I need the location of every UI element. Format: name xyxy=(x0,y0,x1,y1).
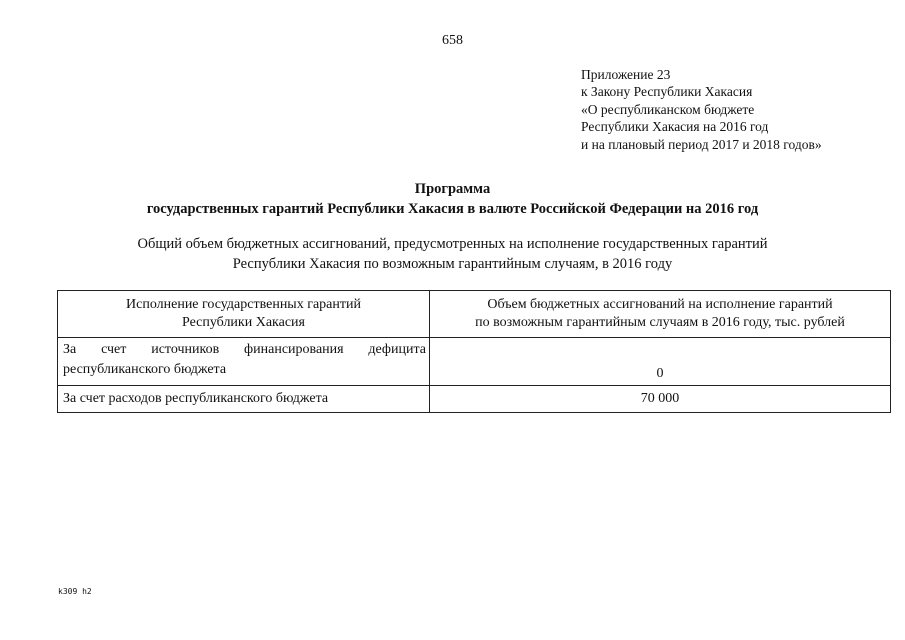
appendix-line: Республики Хакасия на 2016 год xyxy=(581,119,769,135)
row-value: 70 000 xyxy=(430,386,891,413)
appendix-line: «О республиканском бюджете xyxy=(581,101,755,117)
header-line: Республики Хакасия xyxy=(181,315,305,330)
subtitle-line: Республики Хакасия по возможным гарантийным случаям, в 2016 году xyxy=(232,256,673,272)
appendix-line: Приложение 23 xyxy=(581,67,671,82)
header-cell-execution xyxy=(58,291,430,338)
table-row xyxy=(58,386,891,413)
document-subtitle xyxy=(0,234,905,274)
row-label: За счет расходов республиканского бюджета xyxy=(58,386,430,413)
appendix-line: к Закону Республики Хакасия xyxy=(581,84,753,100)
document-title xyxy=(0,179,905,219)
title-line: Программа xyxy=(414,181,491,197)
header-line: по возможным гарантийным случаям в 2016 году, тыс. рублей xyxy=(475,315,845,330)
guarantees-table xyxy=(57,290,891,413)
page-number: 658 xyxy=(442,33,463,48)
table-header-row xyxy=(58,291,891,338)
appendix-line: и на плановый период 2017 и 2018 годов» xyxy=(581,136,822,152)
header-line: Объем бюджетных ассигнований на исполнение гарантий xyxy=(487,297,833,312)
subtitle-line: Общий объем бюджетных ассигнований, предусмотренных на исполнение государственных гарантий xyxy=(137,236,768,252)
row-value: 0 xyxy=(430,338,891,386)
header-line: Исполнение государственных гарантий xyxy=(126,297,361,312)
footer-code: k309 h2 xyxy=(58,587,92,596)
table-row xyxy=(58,338,891,386)
title-line: государственных гарантий Республики Хакасия в валюте Российской Федерации на 2016 год xyxy=(146,201,759,217)
row-label: За счет источников финансирования дефицита республиканского бюджета xyxy=(58,338,430,386)
appendix-reference xyxy=(581,66,822,153)
header-cell-volume xyxy=(430,291,891,338)
